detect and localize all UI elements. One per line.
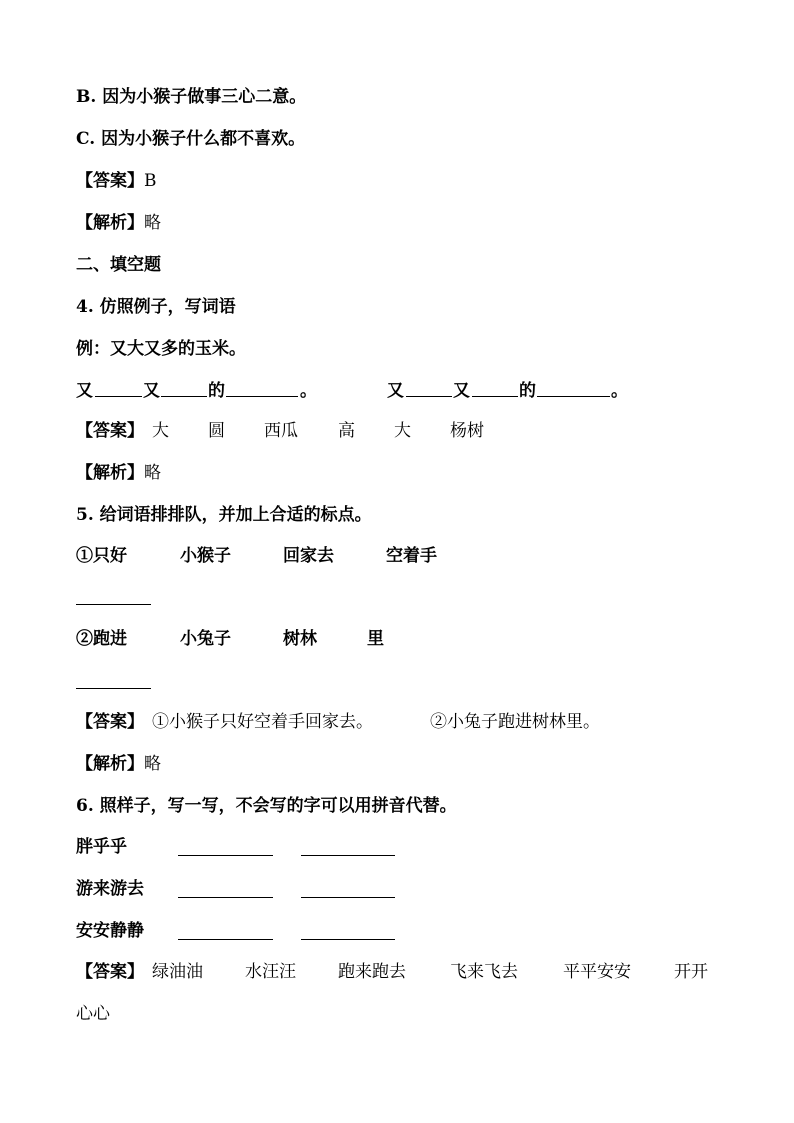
- answer-word: 开开: [674, 962, 708, 982]
- explanation-value: 略: [144, 213, 161, 233]
- fill-you-4: 又: [453, 381, 470, 401]
- explanation-value: 略: [144, 463, 161, 483]
- explanation-line: [76, 462, 161, 484]
- fill-de: 的: [208, 381, 225, 401]
- answer-sentence: ①小猴子只好空着手回家去。: [152, 712, 373, 732]
- question-5-stem: 5. 给词语排排队，并加上合适的标点。: [76, 505, 372, 525]
- explanation-label: 【解析】: [76, 213, 144, 233]
- fill-blank[interactable]: [472, 380, 518, 397]
- answer-underline[interactable]: [178, 855, 273, 856]
- answer-word: 大: [394, 421, 411, 441]
- answer-label: 【答案】: [76, 712, 144, 732]
- fill-de-2: 的: [519, 381, 536, 401]
- answer-continuation: 心心: [76, 1004, 110, 1024]
- answer-underline[interactable]: [178, 939, 273, 940]
- section-title: 二、填空题: [76, 255, 161, 275]
- answer-word: 杨树: [450, 421, 484, 441]
- answer-word: 绿油油: [152, 962, 203, 982]
- explanation-value: 略: [144, 754, 161, 774]
- fill-blank[interactable]: [406, 380, 452, 397]
- word-card: 回家去: [283, 546, 334, 566]
- explanation-label: 【解析】: [76, 463, 144, 483]
- pattern-word: 游来游去: [76, 879, 144, 899]
- answer-word: 平平安安: [563, 962, 631, 982]
- fill-period-2: 。: [611, 381, 628, 401]
- question-4-stem: 4. 仿照例子，写词语: [76, 297, 236, 317]
- question-6-stem: 6. 照样子，写一写，不会写的字可以用拼音代替。: [76, 796, 457, 816]
- answer-underline[interactable]: [301, 897, 395, 898]
- word-card: 小兔子: [180, 629, 231, 649]
- word-card: 里: [367, 629, 384, 649]
- answer-line: [76, 170, 157, 192]
- answer-word: 圆: [208, 421, 225, 441]
- answer-word: 西瓜: [264, 421, 298, 441]
- option-b: B. 因为小猴子做事三心二意。: [76, 87, 307, 107]
- answer-underline[interactable]: [76, 688, 151, 689]
- explanation-line: [76, 753, 161, 775]
- answer-underline[interactable]: [301, 939, 395, 940]
- answer-sentence: ②小兔子跑进树林里。: [430, 712, 600, 732]
- pattern-word: 胖乎乎: [76, 837, 127, 857]
- pattern-word: 安安静静: [76, 921, 144, 941]
- word-card: ②跑进: [76, 629, 127, 649]
- answer-label: 【答案】: [76, 962, 144, 982]
- answer-word: 水汪汪: [245, 962, 296, 982]
- fill-blank[interactable]: [161, 380, 207, 397]
- word-card: 空着手: [386, 546, 437, 566]
- answer-underline[interactable]: [178, 897, 273, 898]
- fill-blank[interactable]: [95, 380, 142, 397]
- word-card: ①只好: [76, 546, 127, 566]
- fill-you-3: 又: [387, 381, 404, 401]
- explanation-line: [76, 212, 161, 234]
- answer-word: 跑来跑去: [338, 962, 406, 982]
- fill-you-2: 又: [143, 381, 160, 401]
- answer-label: 【答案】: [76, 421, 144, 441]
- answer-word: 大: [152, 421, 169, 441]
- fill-blank[interactable]: [226, 380, 298, 397]
- fill-blank[interactable]: [537, 380, 610, 397]
- word-card: 树林: [283, 629, 317, 649]
- option-c: C. 因为小猴子什么都不喜欢。: [76, 129, 306, 149]
- fill-you-1: 又: [76, 381, 93, 401]
- answer-word: 高: [338, 421, 355, 441]
- answer-word: 飞来飞去: [450, 962, 518, 982]
- answer-label: 【答案】: [76, 171, 144, 191]
- answer-underline[interactable]: [76, 604, 151, 605]
- fill-period: 。: [300, 381, 317, 401]
- answer-value: B: [144, 171, 157, 191]
- explanation-label: 【解析】: [76, 754, 144, 774]
- answer-underline[interactable]: [301, 855, 395, 856]
- word-card: 小猴子: [180, 546, 231, 566]
- question-4-example: 例：又大又多的玉米。: [76, 339, 246, 359]
